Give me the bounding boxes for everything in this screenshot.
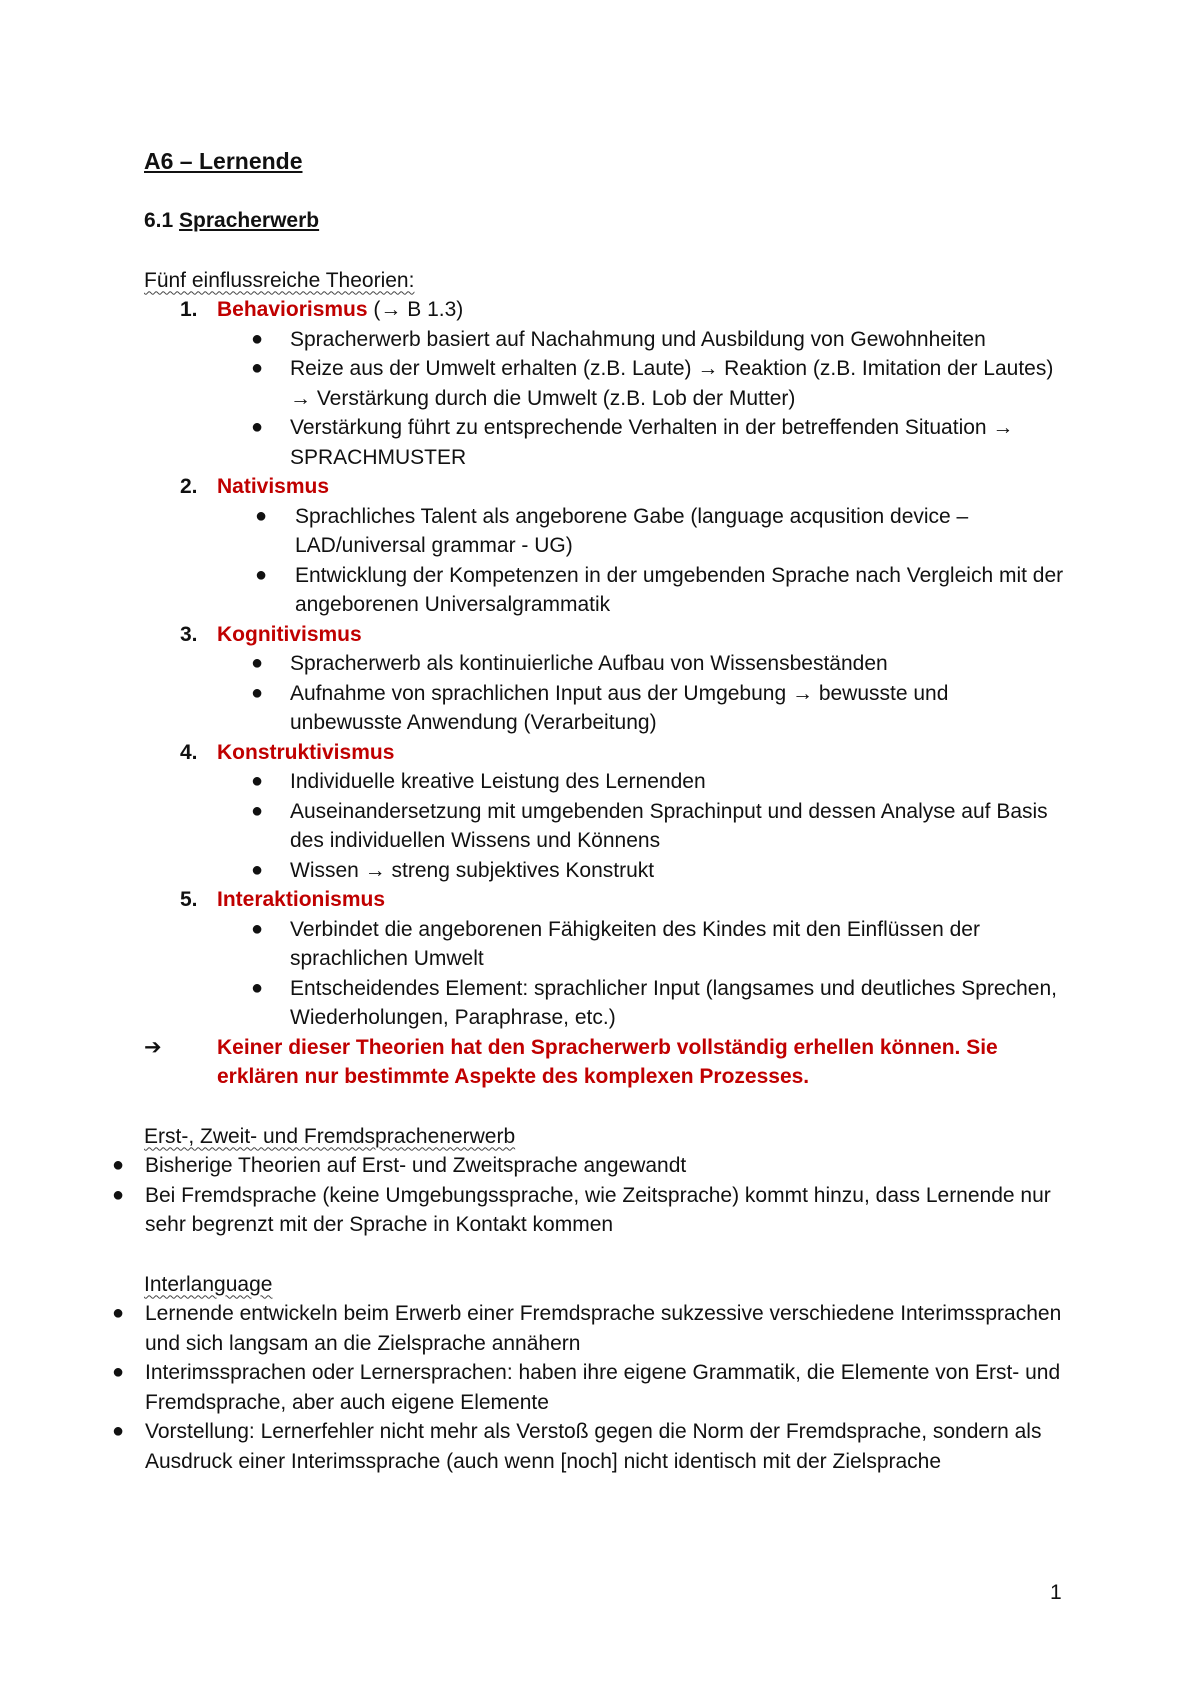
theory-item xyxy=(144,295,1064,472)
theory-name: Nativismus xyxy=(217,475,330,498)
section-heading xyxy=(144,206,1064,236)
theory-number: 1. xyxy=(180,298,198,321)
theories-heading xyxy=(144,266,1064,296)
list-item: ● Bei Fremdsprache (keine Umgebungssprache, wie Zeitsprache) kommt hinzu, dass Lernende nur sehr begrenzt mit der Sprache in Kontakt kommen xyxy=(72,1181,1064,1240)
erst-zweit-section xyxy=(112,1122,1064,1240)
list-item: ● Interimssprachen oder Lernersprachen: haben ihre eigene Grammatik, die Elemente von Erst- und Fremdsprache, aber auch eigene Elemente xyxy=(72,1358,1064,1417)
conclusion-note xyxy=(144,1033,1064,1092)
section-name: Spracherwerb xyxy=(179,209,320,232)
theory-name: Behaviorismus xyxy=(217,298,368,321)
bullet-icon: ● xyxy=(251,327,264,350)
list-item: ● Wissen → streng subjektives Konstrukt xyxy=(217,856,1064,886)
bullet-icon: ● xyxy=(112,1302,125,1324)
theories-heading-text: Fünf einflussreiche Theorien: xyxy=(144,268,415,292)
list-item: ● Verstärkung führt zu entsprechende Verhalten in der betreffenden Situation → SPRACHMUSTER xyxy=(217,413,1064,472)
erst-zweit-bullets xyxy=(72,1151,1064,1240)
interlanguage-heading: Interlanguage xyxy=(144,1272,273,1296)
theory-item xyxy=(144,738,1064,886)
theory-name: Kognitivismus xyxy=(217,622,362,646)
interlanguage-bullets xyxy=(72,1299,1064,1476)
theory-item xyxy=(144,620,1064,738)
bullet-icon: ● xyxy=(112,1183,125,1206)
theory-number: 2. xyxy=(180,475,198,498)
list-item: ● Sprachliches Talent als angeborene Gabe (language acqusition device – LAD/universal grammar - UG) xyxy=(217,502,1064,561)
erst-zweit-heading: Erst-, Zweit- und Fremdsprachenerwerb xyxy=(144,1124,516,1148)
document-title: A6 – Lernende xyxy=(144,148,303,174)
list-item: ● Spracherwerb als kontinuierliche Aufbau von Wissensbeständen xyxy=(217,649,1064,679)
list-item: ● Verbindet die angeborenen Fähigkeiten des Kindes mit den Einflüssen der sprachlichen Umwelt xyxy=(217,915,1064,974)
theory-bullets xyxy=(217,649,1064,738)
theory-number: 5. xyxy=(180,888,198,911)
bullet-icon: ● xyxy=(251,357,264,379)
bullet-icon: ● xyxy=(251,652,264,674)
theories-list xyxy=(144,295,1064,1033)
bullet-icon: ● xyxy=(251,976,264,999)
theory-number: 4. xyxy=(180,740,198,764)
list-item: ● Reize aus der Umwelt erhalten (z.B. Laute) → Reaktion (z.B. Imitation der Lautes) → Verstärkung durch die Umwelt (z.B. Lob der Mutter) xyxy=(217,354,1064,413)
theory-reference: (→ B 1.3) xyxy=(367,298,464,321)
list-item: ● Entscheidendes Element: sprachlicher Input (langsames und deutliches Sprechen, Wiederholungen, Paraphrase, etc.) xyxy=(217,974,1064,1033)
bullet-icon: ● xyxy=(112,1154,125,1176)
theory-name: Interaktionismus xyxy=(217,888,386,911)
theory-name: Konstruktivismus xyxy=(217,740,395,764)
bullet-icon: ● xyxy=(112,1361,125,1383)
arrow-right-icon: ➔ xyxy=(144,1035,162,1059)
conclusion-text: Keiner dieser Theorien hat den Spracherwerb vollständig erhellen können. Sie erklären nur bestimmte Aspekte des komplexen Prozesses. xyxy=(217,1035,998,1088)
document-page xyxy=(112,146,1064,1506)
bullet-icon: ● xyxy=(251,858,264,881)
page-number: 1 xyxy=(1050,1581,1062,1604)
bullet-icon: ● xyxy=(251,681,264,704)
list-item: ● Vorstellung: Lernerfehler nicht mehr als Verstoß gegen die Norm der Fremdsprache, sondern als Ausdruck einer Interimssprache (auch wenn [noch] nicht identisch mit der Zielsprache xyxy=(72,1417,1064,1476)
bullet-icon: ● xyxy=(255,504,268,527)
list-item: ● Aufnahme von sprachlichen Input aus der Umgebung → bewusste und unbewusste Anwendung (Verarbeitung) xyxy=(217,679,1064,738)
bullet-icon: ● xyxy=(251,799,264,822)
list-item: ● Entwicklung der Kompetenzen in der umgebenden Sprache nach Vergleich mit der angeborenen Universalgrammatik xyxy=(217,561,1064,620)
list-item: ● Bisherige Theorien auf Erst- und Zweitsprache angewandt xyxy=(72,1151,1064,1181)
bullet-icon: ● xyxy=(255,563,268,586)
bullet-icon: ● xyxy=(251,770,264,792)
bullet-icon: ● xyxy=(112,1420,125,1442)
theory-bullets xyxy=(217,915,1064,1033)
section-number: 6.1 xyxy=(144,209,174,232)
interlanguage-section xyxy=(112,1270,1064,1477)
list-item: ● Auseinandersetzung mit umgebenden Sprachinput und dessen Analyse auf Basis des individuellen Wissens und Könnens xyxy=(217,797,1064,856)
list-item: ● Individuelle kreative Leistung des Lernenden xyxy=(217,767,1064,797)
bullet-icon: ● xyxy=(251,416,264,438)
theory-item xyxy=(144,472,1064,620)
bullet-icon: ● xyxy=(251,917,264,940)
theory-item xyxy=(144,885,1064,1033)
list-item: ● Lernende entwickeln beim Erwerb einer Fremdsprache sukzessive verschiedene Interimssprachen und sich langsam an die Zielsprache annähern xyxy=(72,1299,1064,1358)
list-item: ● Spracherwerb basiert auf Nachahmung und Ausbildung von Gewohnheiten xyxy=(217,325,1064,355)
theory-number: 3. xyxy=(180,622,198,646)
theory-bullets xyxy=(217,325,1064,473)
theory-bullets xyxy=(217,767,1064,885)
theory-bullets xyxy=(217,502,1064,620)
